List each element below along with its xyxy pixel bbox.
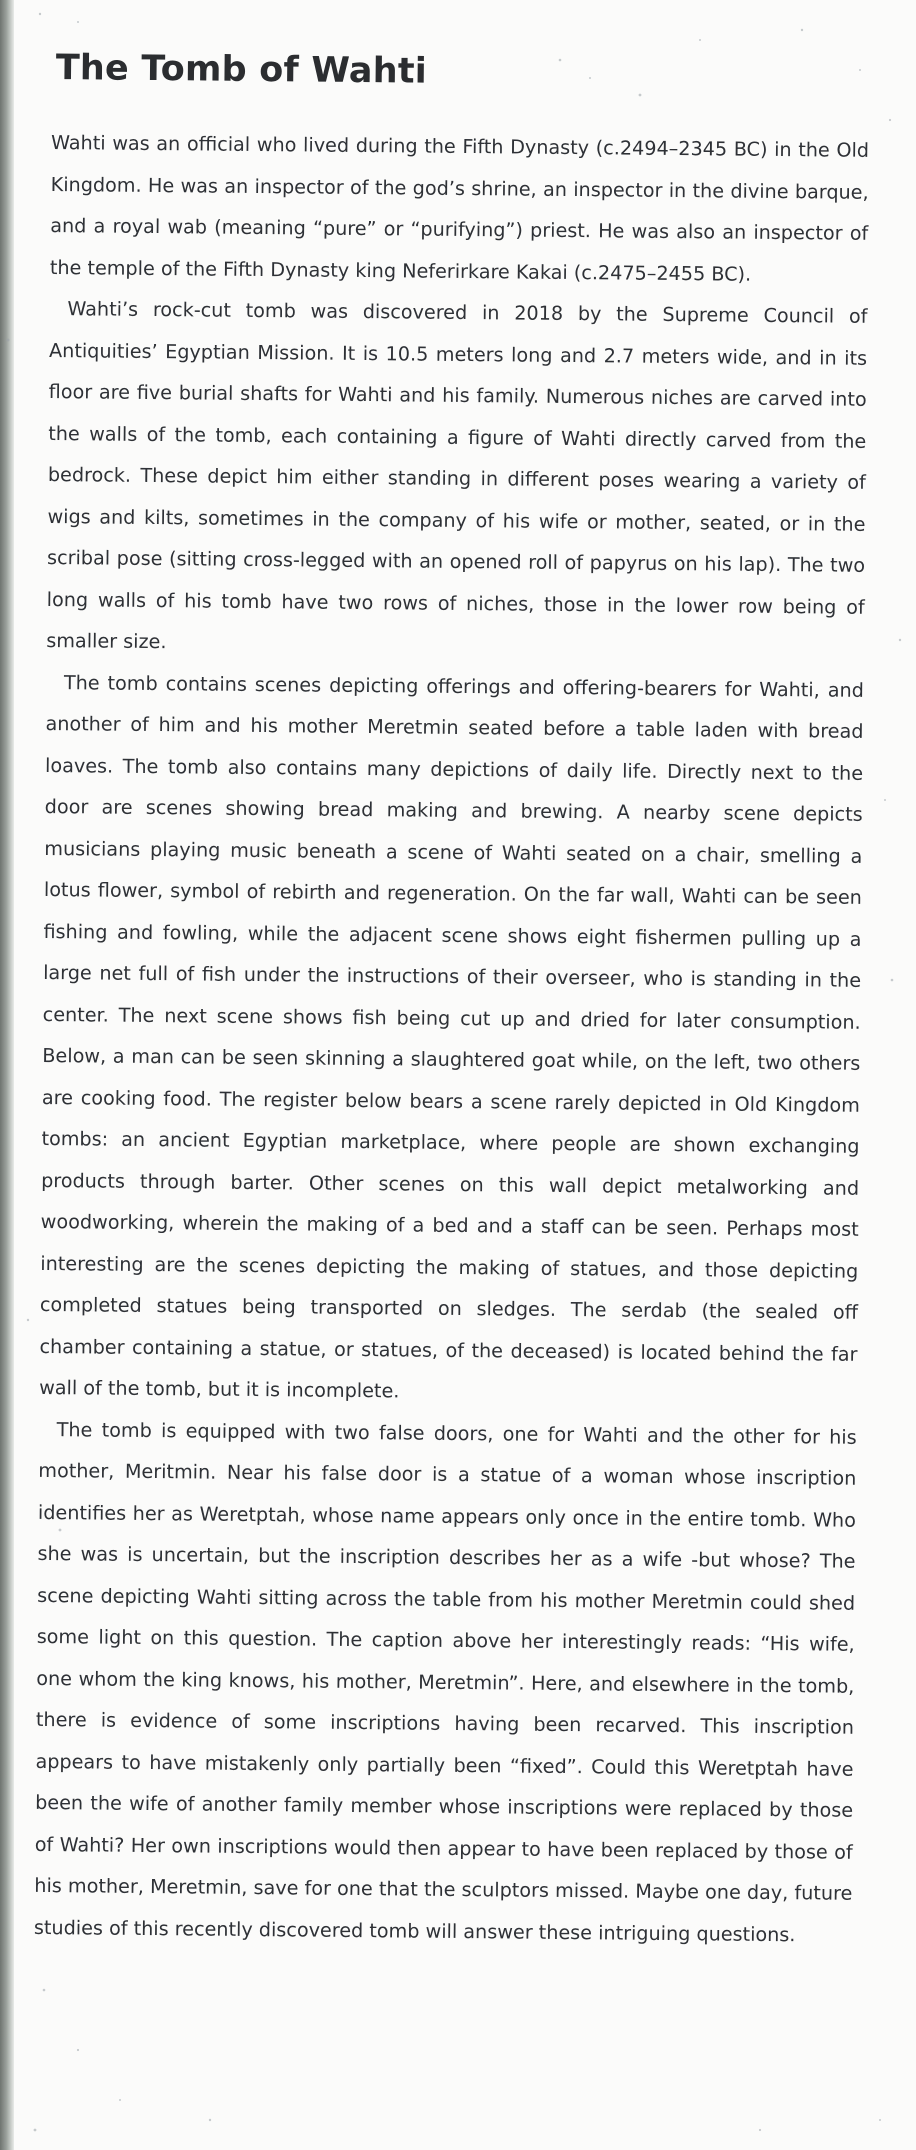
paragraph-tomb-scenes: The tomb contains scenes depicting offerings and offering-bearers for Wahti, and another of him and his mother Meretmin seated before a table laden with bread loaves. The tomb also contains many depictions of daily life. Directly next to the door are scenes showing bread making and brewing. A nearby scene depicts musicians playing music beneath a scene of Wahti seated on a chair, smelling a lotus flower, symbol of rebirth and regeneration. On the far wall, Wahti can be seen fishing and fowling, while the adjacent scene shows eight fishermen pulling up a large net full of fish under the instructions of their overseer, who is standing in the center. The next scene shows fish being cut up and dried for later consumption. Below, a man can be seen skinning a slaughtered goat while, on the left, two others are cooking food. The register below bears a scene rarely depicted in Old Kingdom tombs: an ancient Egyptian marketplace, where people are shown exchanging products through barter. Other scenes on this wall depict metalworking and woodworking, wherein the making of a bed and a staff can be seen. Perhaps most interesting are the scenes depicting the making of statues, and those depicting completed statues being transported on sledges. The serdab (the sealed off chamber containing a statue, or statues, of the deceased) is located behind the far wall of the tomb, but it is incomplete.	[39, 670, 864, 1403]
paragraph-tomb-discovery: Wahti’s rock-cut tomb was discovered in 2018 by the Supreme Council of Antiquities’ Egyptian Mission. It is 10.5 meters long and 2.7 meters wide, and in its floor are five burial shafts for Wahti and his family. Numerous niches are carved into the walls of the tomb, each containing a figure of Wahti directly carved from the bedrock. These depict him either standing in different poses wearing a variety of wigs and kilts, sometimes in the company of his wife or mother, seated, or in the scribal pose (sitting cross-legged with an opened roll of papyrus on his lap). The two long walls of his tomb have two rows of niches, those in the lower row being of smaller size.	[46, 297, 868, 654]
paragraph-false-doors: The tomb is equipped with two false doors, one for Wahti and the other for his mother, Meritmin. Near his false door is a statue of a woman whose inscription identifies her as Weretptah, whose name appears only once in the entire tomb. Who she was is uncertain, but the inscription describes her as a wife -but whose? The scene depicting Wahti sitting across the table from his mother Meretmin could shed some light on this question. The caption above her interestingly reads: “His wife, one whom the king knows, his mother, Meretmin”. Here, and elsewhere in the tomb, there is evidence of some inscriptions having been recarved. This inscription appears to have mistakenly only partially been “fixed”. Could this Weretptah have been the wife of another family member whose inscriptions were replaced by those of Wahti? Her own inscriptions would then appear to have been replaced by those of his mother, Meretmin, save for one that the sculptors missed. Maybe one day, future studies of this recently discovered tomb will answer these intriguing questions.	[33, 1417, 857, 1946]
article-title: The Tomb of Wahti	[55, 48, 428, 92]
article-body	[34, 48, 870, 1956]
paragraph-intro: Wahti was an official who lived during the Fifth Dynasty (c.2494–2345 BC) in the Old Kingdom. He was an inspector of the god’s shrine, an inspector in the divine barque, and a royal wab (meaning “pure” or “purifying”) priest. He was also an inspector of the temple of the Fifth Dynasty king Neferirkare Kakai (c.2475–2455 BC).	[49, 130, 870, 286]
